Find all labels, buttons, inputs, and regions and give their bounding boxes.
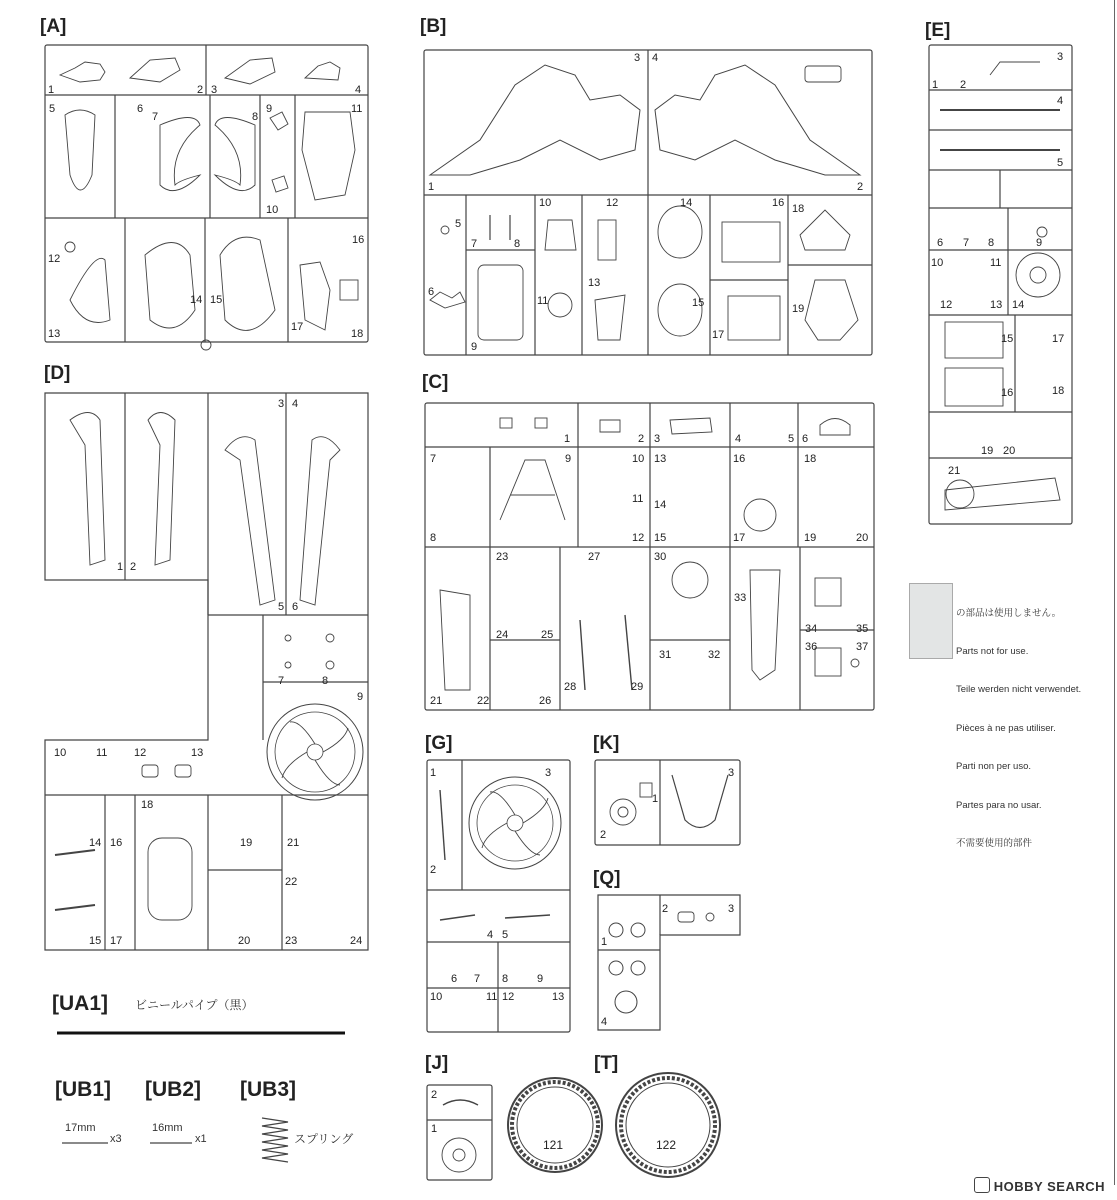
- svg-text:13: 13: [990, 299, 1003, 311]
- tire-122-number: 122: [656, 1138, 677, 1152]
- svg-text:3: 3: [654, 433, 661, 445]
- svg-text:7: 7: [963, 237, 970, 249]
- svg-text:1: 1: [428, 181, 435, 193]
- svg-text:17: 17: [733, 532, 746, 544]
- svg-text:18: 18: [141, 799, 154, 811]
- sprue-a: [45, 45, 368, 350]
- svg-text:10: 10: [430, 991, 443, 1003]
- svg-text:8: 8: [514, 238, 521, 250]
- unused-parts-swatch: [909, 583, 953, 659]
- svg-text:1: 1: [601, 936, 608, 948]
- sprue-g: [427, 760, 570, 1032]
- svg-text:3: 3: [728, 903, 735, 915]
- svg-text:6: 6: [137, 103, 144, 115]
- svg-text:9: 9: [565, 453, 572, 465]
- svg-text:4: 4: [652, 52, 659, 64]
- tire-121-number: 121: [543, 1138, 564, 1152]
- svg-text:4: 4: [735, 433, 742, 445]
- notice-line: 不需要使用的部件: [956, 837, 1033, 849]
- sprue-d: [45, 393, 368, 950]
- svg-text:5: 5: [49, 103, 56, 115]
- svg-text:2: 2: [960, 79, 967, 91]
- svg-text:17: 17: [291, 321, 304, 333]
- watermark-text: HOBBY SEARCH: [993, 1179, 1105, 1194]
- svg-text:2: 2: [197, 84, 204, 96]
- svg-text:11: 11: [486, 991, 498, 1003]
- ub3-description: スプリング: [294, 1132, 354, 1146]
- svg-text:28: 28: [564, 681, 577, 693]
- svg-text:2: 2: [600, 829, 607, 841]
- watermark: [974, 1177, 1105, 1194]
- svg-text:3: 3: [728, 767, 735, 779]
- svg-text:18: 18: [792, 203, 805, 215]
- svg-text:13: 13: [48, 328, 61, 340]
- svg-text:11: 11: [537, 295, 549, 307]
- svg-text:15: 15: [692, 297, 705, 309]
- tire-121: [508, 1078, 602, 1172]
- svg-text:16: 16: [733, 453, 746, 465]
- sprue-b: [424, 50, 872, 355]
- svg-text:37: 37: [856, 641, 869, 653]
- svg-text:14: 14: [89, 837, 102, 849]
- svg-text:2: 2: [431, 1089, 438, 1101]
- svg-text:7: 7: [430, 453, 437, 465]
- ub2-quantity: x1: [195, 1133, 207, 1145]
- svg-text:12: 12: [502, 991, 515, 1003]
- svg-text:2: 2: [130, 561, 137, 573]
- svg-text:23: 23: [496, 551, 509, 563]
- svg-text:4: 4: [292, 398, 299, 410]
- svg-text:13: 13: [191, 747, 204, 759]
- svg-text:35: 35: [856, 623, 869, 635]
- svg-text:18: 18: [351, 328, 364, 340]
- ua1-label: [UA1]: [52, 992, 108, 1015]
- svg-text:17: 17: [712, 329, 725, 341]
- svg-text:10: 10: [54, 747, 67, 759]
- svg-text:7: 7: [474, 973, 481, 985]
- svg-text:1: 1: [117, 561, 124, 573]
- section-label-g: [G]: [425, 733, 453, 754]
- svg-text:18: 18: [1052, 385, 1065, 397]
- svg-text:7: 7: [278, 675, 285, 687]
- svg-text:14: 14: [654, 499, 667, 511]
- ub2-size: 16mm: [152, 1122, 183, 1134]
- svg-text:8: 8: [988, 237, 995, 249]
- unused-parts-notice: [956, 582, 1081, 864]
- svg-text:24: 24: [496, 629, 509, 641]
- svg-text:15: 15: [210, 294, 223, 306]
- svg-text:1: 1: [430, 767, 437, 779]
- hobby-search-logo-icon: [974, 1177, 990, 1193]
- svg-text:14: 14: [1012, 299, 1025, 311]
- svg-text:2: 2: [857, 181, 864, 193]
- svg-text:20: 20: [238, 935, 251, 947]
- svg-text:12: 12: [632, 532, 645, 544]
- section-label-k: [K]: [593, 733, 620, 754]
- svg-text:10: 10: [931, 257, 944, 269]
- svg-text:15: 15: [1001, 333, 1014, 345]
- ua1-description: ビニールパイプ（黒）: [135, 998, 254, 1012]
- sprue-c: [425, 403, 874, 710]
- svg-text:15: 15: [89, 935, 102, 947]
- svg-text:11: 11: [96, 747, 108, 759]
- svg-text:21: 21: [948, 465, 961, 477]
- svg-text:8: 8: [322, 675, 329, 687]
- svg-text:8: 8: [252, 111, 259, 123]
- svg-text:2: 2: [662, 903, 669, 915]
- section-label-q: [Q]: [593, 868, 621, 889]
- svg-text:5: 5: [502, 929, 509, 941]
- svg-text:1: 1: [48, 84, 55, 96]
- svg-text:4: 4: [601, 1016, 608, 1028]
- svg-text:19: 19: [981, 445, 994, 457]
- svg-text:16: 16: [772, 197, 785, 209]
- svg-text:11: 11: [632, 493, 644, 505]
- svg-text:10: 10: [266, 204, 279, 216]
- svg-text:12: 12: [940, 299, 953, 311]
- svg-text:3: 3: [545, 767, 552, 779]
- svg-text:3: 3: [278, 398, 285, 410]
- svg-text:6: 6: [937, 237, 944, 249]
- notice-line: Partes para no usar.: [956, 799, 1042, 811]
- svg-text:20: 20: [1003, 445, 1016, 457]
- page-border: [1114, 0, 1115, 1185]
- svg-text:4: 4: [1057, 95, 1064, 107]
- svg-text:1: 1: [932, 79, 939, 91]
- svg-text:9: 9: [1036, 237, 1043, 249]
- svg-text:8: 8: [502, 973, 509, 985]
- svg-text:6: 6: [802, 433, 809, 445]
- svg-text:3: 3: [1057, 51, 1064, 63]
- section-label-e: [E]: [925, 20, 951, 41]
- svg-text:16: 16: [1001, 387, 1014, 399]
- svg-text:15: 15: [654, 532, 667, 544]
- svg-text:2: 2: [638, 433, 645, 445]
- sprue-e: [929, 45, 1072, 524]
- svg-text:14: 14: [190, 294, 203, 306]
- svg-text:4: 4: [355, 84, 362, 96]
- svg-text:11: 11: [351, 103, 363, 115]
- svg-text:4: 4: [487, 929, 494, 941]
- svg-text:9: 9: [537, 973, 544, 985]
- svg-text:12: 12: [606, 197, 619, 209]
- svg-text:1: 1: [652, 793, 659, 805]
- svg-text:21: 21: [287, 837, 300, 849]
- svg-text:6: 6: [292, 601, 299, 613]
- svg-text:19: 19: [804, 532, 817, 544]
- svg-text:9: 9: [357, 691, 364, 703]
- section-label-d: [D]: [44, 363, 71, 384]
- ub1-size: 17mm: [65, 1122, 96, 1134]
- svg-text:29: 29: [631, 681, 644, 693]
- ub2-label: [UB2]: [145, 1078, 201, 1101]
- notice-line: Parti non per uso.: [956, 761, 1031, 773]
- svg-text:16: 16: [352, 234, 365, 246]
- svg-text:32: 32: [708, 649, 721, 661]
- svg-text:6: 6: [428, 286, 435, 298]
- svg-text:5: 5: [278, 601, 285, 613]
- notice-line: Parts not for use.: [956, 645, 1029, 657]
- svg-text:3: 3: [634, 52, 641, 64]
- svg-text:17: 17: [1052, 333, 1065, 345]
- svg-text:5: 5: [1057, 157, 1064, 169]
- svg-text:31: 31: [659, 649, 672, 661]
- svg-text:33: 33: [734, 592, 747, 604]
- section-label-c: [C]: [422, 372, 449, 393]
- svg-text:8: 8: [430, 532, 437, 544]
- svg-text:7: 7: [152, 111, 159, 123]
- ub1-label: [UB1]: [55, 1078, 111, 1101]
- svg-text:27: 27: [588, 551, 601, 563]
- notice-line: Teile werden nicht verwendet.: [956, 684, 1082, 696]
- svg-text:22: 22: [285, 876, 298, 888]
- sprue-k: [595, 760, 740, 845]
- svg-text:14: 14: [680, 197, 693, 209]
- svg-text:3: 3: [211, 84, 218, 96]
- svg-text:17: 17: [110, 935, 123, 947]
- svg-text:18: 18: [804, 453, 817, 465]
- notice-line: の部品は使用しません。: [956, 607, 1062, 619]
- section-label-j: [J]: [425, 1053, 449, 1074]
- svg-text:13: 13: [654, 453, 667, 465]
- svg-text:21: 21: [430, 695, 443, 707]
- svg-text:12: 12: [134, 747, 147, 759]
- svg-text:26: 26: [539, 695, 552, 707]
- section-label-t: [T]: [594, 1053, 619, 1074]
- svg-text:5: 5: [788, 433, 795, 445]
- svg-text:24: 24: [350, 935, 363, 947]
- svg-text:23: 23: [285, 935, 298, 947]
- tire-122: [616, 1073, 720, 1177]
- svg-text:19: 19: [240, 837, 253, 849]
- svg-text:5: 5: [455, 218, 462, 230]
- svg-text:30: 30: [654, 551, 667, 563]
- section-label-a: [A]: [40, 16, 67, 37]
- svg-text:11: 11: [990, 257, 1002, 269]
- ub3-label: [UB3]: [240, 1078, 296, 1101]
- svg-text:13: 13: [552, 991, 565, 1003]
- svg-text:9: 9: [471, 341, 478, 353]
- svg-text:10: 10: [539, 197, 552, 209]
- section-label-b: [B]: [420, 16, 447, 37]
- svg-text:6: 6: [451, 973, 458, 985]
- svg-text:10: 10: [632, 453, 645, 465]
- svg-text:2: 2: [430, 864, 437, 876]
- svg-text:12: 12: [48, 253, 61, 265]
- svg-text:19: 19: [792, 303, 805, 315]
- ub1-quantity: x3: [110, 1133, 122, 1145]
- svg-text:9: 9: [266, 103, 273, 115]
- sprue-q: [598, 895, 740, 1030]
- svg-text:7: 7: [471, 238, 478, 250]
- svg-text:1: 1: [564, 433, 571, 445]
- svg-text:25: 25: [541, 629, 554, 641]
- notice-line: Pièces à ne pas utiliser.: [956, 722, 1056, 734]
- svg-text:22: 22: [477, 695, 490, 707]
- svg-text:34: 34: [805, 623, 818, 635]
- svg-text:20: 20: [856, 532, 869, 544]
- svg-text:36: 36: [805, 641, 818, 653]
- svg-text:1: 1: [431, 1123, 438, 1135]
- svg-text:13: 13: [588, 277, 601, 289]
- svg-text:16: 16: [110, 837, 123, 849]
